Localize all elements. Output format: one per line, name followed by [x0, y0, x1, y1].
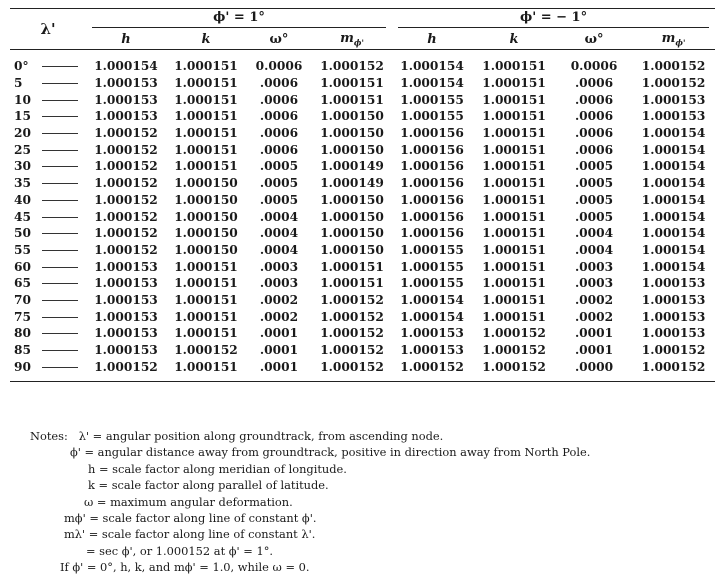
value-cell: .0005	[574, 209, 614, 224]
value-cell: .0006	[574, 126, 614, 141]
lambda-cell	[10, 91, 86, 108]
value-cell: 1.000152	[174, 343, 238, 358]
lambda-cell	[10, 275, 86, 292]
group-header-negative	[392, 9, 715, 30]
value-cell: 1.000155	[400, 109, 464, 124]
table-row	[10, 50, 715, 75]
sub-header-7	[632, 29, 715, 50]
value-cell: 1.000152	[94, 126, 158, 141]
table-row	[10, 91, 715, 108]
table-row	[10, 225, 715, 242]
value-cell: 1.000150	[174, 242, 238, 257]
value-cell: 1.000152	[94, 242, 158, 257]
value-cell: 1.000151	[482, 109, 546, 124]
value-cell: .0001	[574, 326, 614, 341]
value-cell: 1.000151	[174, 142, 238, 157]
value-cell: 1.000153	[94, 76, 158, 91]
group-header-negative-label: ϕ' = − 1°	[398, 10, 708, 28]
lambda-cell	[10, 158, 86, 175]
note-line-1	[30, 444, 710, 460]
value-cell: 1.000151	[482, 142, 546, 157]
value-cell: 1.000152	[94, 176, 158, 191]
group-header-positive	[86, 9, 392, 30]
value-cell: .0004	[259, 226, 299, 241]
scale-factor-table	[10, 8, 715, 382]
note-text: mλ' = scale factor along line of constant λ'.	[64, 527, 316, 542]
value-cell: 1.000151	[482, 209, 546, 224]
lambda-cell	[10, 325, 86, 342]
value-cell: 1.000153	[94, 276, 158, 291]
leader-dash	[42, 350, 78, 351]
leader-dash	[42, 233, 78, 234]
sub-header-3	[312, 29, 392, 50]
value-cell: 1.000153	[94, 92, 158, 107]
note-line-6	[30, 526, 710, 542]
lambda-value: 70	[14, 292, 31, 307]
value-cell: 1.000156	[400, 192, 464, 207]
value-cell: 1.000151	[174, 76, 238, 91]
lambda-value: 0°	[14, 59, 29, 74]
leader-dash	[42, 116, 78, 117]
note-line-3	[30, 477, 710, 493]
table-row	[10, 158, 715, 175]
value-cell: .0006	[259, 92, 299, 107]
projection-table-container	[10, 8, 715, 382]
sub-header-subscript: ϕ'	[675, 37, 686, 48]
note-text: ϕ' = angular distance away from groundtrack, positive in direction away from North Pole.	[70, 445, 591, 460]
lambda-value: 75	[14, 309, 31, 324]
value-cell: 1.000151	[174, 92, 238, 107]
value-cell: 1.000152	[641, 359, 706, 374]
table-row	[10, 275, 715, 292]
value-cell: 1.000154	[641, 209, 706, 224]
lambda-column-header: λ'	[10, 9, 86, 50]
value-cell: 1.000151	[174, 59, 238, 74]
lambda-value: 35	[14, 176, 31, 191]
value-cell: 1.000152	[94, 159, 158, 174]
lambda-cell	[10, 342, 86, 359]
value-cell: 1.000152	[94, 359, 158, 374]
value-cell: .0002	[574, 292, 614, 307]
value-cell: 1.000151	[174, 359, 238, 374]
value-cell: 1.000151	[320, 76, 384, 91]
value-cell: .0002	[259, 292, 299, 307]
table-row	[10, 108, 715, 125]
value-cell: 1.000153	[641, 309, 706, 324]
value-cell: 1.000153	[94, 309, 158, 324]
value-cell: 1.000152	[320, 292, 384, 307]
table-row	[10, 325, 715, 342]
value-cell: 1.000151	[482, 276, 546, 291]
lambda-cell	[10, 108, 86, 125]
value-cell: 1.000152	[482, 359, 546, 374]
lambda-value: 80	[14, 326, 31, 341]
value-cell: 1.000151	[482, 176, 546, 191]
lambda-value: 65	[14, 276, 31, 291]
value-cell: 1.000156	[400, 126, 464, 141]
value-cell: 1.000150	[320, 226, 384, 241]
value-cell: 1.000154	[641, 259, 706, 274]
value-cell: 1.000151	[482, 226, 546, 241]
sub-header-label: ω°	[584, 31, 604, 47]
value-cell: 1.000150	[174, 226, 238, 241]
value-cell: 1.000154	[400, 76, 464, 91]
value-cell: .0004	[574, 226, 614, 241]
value-cell: 1.000154	[641, 176, 706, 191]
table-row	[10, 292, 715, 309]
value-cell: 1.000153	[641, 326, 706, 341]
value-cell: 1.000150	[320, 109, 384, 124]
note-line-4	[30, 494, 710, 510]
lambda-value: 30	[14, 159, 31, 174]
value-cell: 1.000151	[174, 159, 238, 174]
value-cell: 1.000151	[320, 259, 384, 274]
leader-dash	[42, 267, 78, 268]
sub-header-4	[392, 29, 472, 50]
value-cell: .0005	[574, 192, 614, 207]
value-cell: 1.000155	[400, 92, 464, 107]
lambda-cell	[10, 258, 86, 275]
value-cell: .0002	[259, 309, 299, 324]
lambda-cell	[10, 292, 86, 309]
value-cell: 1.000151	[482, 192, 546, 207]
sub-header-label: m	[340, 30, 354, 46]
value-cell: 1.000152	[641, 59, 706, 74]
value-cell: .0002	[574, 309, 614, 324]
note-line-2	[30, 461, 710, 477]
value-cell: .0005	[574, 159, 614, 174]
value-cell: .0003	[259, 276, 299, 291]
value-cell: 1.000156	[400, 176, 464, 191]
lambda-value: 15	[14, 109, 31, 124]
lambda-cell	[10, 225, 86, 242]
value-cell: 1.000153	[641, 109, 706, 124]
value-cell: 1.000153	[641, 276, 706, 291]
value-cell: .0001	[259, 343, 299, 358]
lambda-value: 40	[14, 192, 31, 207]
table-row	[10, 342, 715, 359]
lambda-value: 20	[14, 126, 31, 141]
value-cell: .0003	[259, 259, 299, 274]
value-cell: 1.000156	[400, 209, 464, 224]
sub-header-label: k	[509, 31, 519, 47]
value-cell: 1.000151	[320, 92, 384, 107]
value-cell: 1.000154	[641, 242, 706, 257]
value-cell: 1.000150	[320, 192, 384, 207]
value-cell: 1.000152	[641, 76, 706, 91]
value-cell: .0006	[259, 142, 299, 157]
table-row	[10, 75, 715, 92]
value-cell: 1.000154	[400, 59, 464, 74]
value-cell: 1.000151	[482, 309, 546, 324]
notes-section	[30, 428, 710, 576]
table-row	[10, 175, 715, 192]
leader-dash	[42, 166, 78, 167]
value-cell: 1.000152	[320, 326, 384, 341]
lambda-cell	[10, 141, 86, 158]
value-cell: 1.000153	[94, 109, 158, 124]
leader-dash	[42, 183, 78, 184]
value-cell: .0004	[259, 242, 299, 257]
value-cell: .0006	[574, 109, 614, 124]
value-cell: 0.0006	[255, 59, 303, 74]
note-line-8	[30, 559, 710, 575]
note-text: λ' = angular position along groundtrack, from ascending node.	[78, 429, 444, 443]
value-cell: 1.000152	[94, 226, 158, 241]
value-cell: 1.000151	[174, 309, 238, 324]
value-cell: 1.000150	[320, 209, 384, 224]
value-cell: 1.000153	[641, 92, 706, 107]
lambda-value: 45	[14, 209, 31, 224]
table-row	[10, 242, 715, 259]
leader-dash	[42, 66, 78, 67]
value-cell: 1.000150	[174, 209, 238, 224]
leader-dash	[42, 317, 78, 318]
value-cell: .0005	[259, 176, 299, 191]
value-cell: 1.000155	[400, 259, 464, 274]
value-cell: 1.000154	[641, 142, 706, 157]
note-line-0	[30, 428, 710, 444]
value-cell: 1.000151	[482, 126, 546, 141]
sub-header-2	[246, 29, 312, 50]
note-text: If ϕ' = 0°, h, k, and mϕ' = 1.0, while ω = 0.	[60, 560, 310, 575]
value-cell: 1.000155	[400, 242, 464, 257]
group-header-positive-label: ϕ' = 1°	[92, 10, 386, 28]
table-body	[10, 50, 715, 382]
leader-dash	[42, 100, 78, 101]
value-cell: 1.000151	[174, 126, 238, 141]
value-cell: .0006	[259, 126, 299, 141]
value-cell: 1.000150	[320, 142, 384, 157]
value-cell: 1.000155	[400, 276, 464, 291]
value-cell: 1.000154	[641, 226, 706, 241]
value-cell: 1.000156	[400, 226, 464, 241]
leader-dash	[42, 283, 78, 284]
value-cell: 1.000151	[482, 159, 546, 174]
value-cell: 1.000151	[482, 292, 546, 307]
leader-dash	[42, 217, 78, 218]
leader-dash	[42, 250, 78, 251]
lambda-value: 10	[14, 92, 31, 107]
lambda-value: 60	[14, 259, 31, 274]
sub-header-1	[166, 29, 246, 50]
lambda-value: 25	[14, 142, 31, 157]
note-text: h = scale factor along meridian of longitude.	[88, 461, 347, 476]
value-cell: 1.000154	[641, 159, 706, 174]
sub-header-label: k	[201, 31, 211, 47]
value-cell: 1.000152	[94, 209, 158, 224]
sub-header-label: m	[661, 30, 676, 46]
value-cell: .0006	[259, 109, 299, 124]
lambda-value: 85	[14, 343, 31, 358]
value-cell: 1.000149	[320, 176, 384, 191]
value-cell: 1.000152	[400, 359, 464, 374]
sub-header-label: h	[427, 31, 437, 47]
value-cell: 1.000153	[641, 292, 706, 307]
value-cell: 1.000153	[94, 326, 158, 341]
table-row	[10, 192, 715, 209]
value-cell: 1.000152	[482, 343, 546, 358]
sub-header-subscript: ϕ'	[353, 37, 364, 48]
note-text: mϕ' = scale factor along line of constant ϕ'.	[64, 511, 317, 526]
value-cell: 1.000152	[94, 142, 158, 157]
value-cell: 1.000152	[482, 326, 546, 341]
value-cell: .0006	[259, 76, 299, 91]
value-cell: 1.000151	[320, 276, 384, 291]
sub-header-row	[10, 29, 715, 50]
value-cell: 1.000154	[641, 126, 706, 141]
note-line-5	[30, 510, 710, 526]
note-text: k = scale factor along parallel of latitude.	[88, 478, 329, 493]
value-cell: 1.000149	[320, 159, 384, 174]
lambda-cell	[10, 175, 86, 192]
value-cell: 1.000153	[400, 343, 464, 358]
lambda-cell	[10, 50, 86, 75]
value-cell: 1.000156	[400, 142, 464, 157]
leader-dash	[42, 150, 78, 151]
table-row	[10, 125, 715, 142]
lambda-cell	[10, 358, 86, 381]
lambda-cell	[10, 192, 86, 209]
value-cell: 1.000152	[641, 343, 706, 358]
table-row	[10, 358, 715, 381]
sub-header-5	[472, 29, 556, 50]
note-text: ω = maximum angular deformation.	[84, 494, 293, 509]
value-cell: 1.000152	[320, 343, 384, 358]
lambda-cell	[10, 208, 86, 225]
value-cell: 1.000151	[482, 259, 546, 274]
value-cell: 1.000154	[400, 309, 464, 324]
value-cell: .0001	[259, 326, 299, 341]
leader-dash	[42, 133, 78, 134]
value-cell: .0005	[259, 159, 299, 174]
leader-dash	[42, 83, 78, 84]
value-cell: 1.000151	[482, 242, 546, 257]
note-text: = sec ϕ', or 1.000152 at ϕ' = 1°.	[86, 543, 274, 558]
table-row	[10, 141, 715, 158]
value-cell: 1.000150	[174, 176, 238, 191]
lambda-cell	[10, 308, 86, 325]
value-cell: 1.000153	[94, 292, 158, 307]
lambda-value: 50	[14, 226, 31, 241]
lambda-cell	[10, 75, 86, 92]
value-cell: .0003	[574, 259, 614, 274]
value-cell: .0006	[574, 92, 614, 107]
value-cell: 1.000153	[400, 326, 464, 341]
value-cell: 1.000154	[641, 192, 706, 207]
value-cell: .0005	[574, 176, 614, 191]
value-cell: 1.000150	[320, 242, 384, 257]
value-cell: .0004	[574, 242, 614, 257]
table-row	[10, 258, 715, 275]
table-row	[10, 308, 715, 325]
table-row	[10, 208, 715, 225]
value-cell: 1.000154	[400, 292, 464, 307]
value-cell: 1.000151	[482, 92, 546, 107]
lambda-value: 90	[14, 359, 31, 374]
value-cell: 1.000153	[94, 259, 158, 274]
value-cell: .0006	[574, 142, 614, 157]
value-cell: 1.000153	[94, 343, 158, 358]
notes-heading: Notes:	[30, 429, 68, 443]
leader-dash	[42, 333, 78, 334]
sub-header-label: ω°	[269, 31, 289, 47]
sub-header-0	[86, 29, 166, 50]
value-cell: 1.000151	[482, 76, 546, 91]
leader-dash	[42, 367, 78, 368]
value-cell: 1.000152	[94, 192, 158, 207]
table-header	[10, 9, 715, 50]
value-cell: .0004	[259, 209, 299, 224]
value-cell: 1.000152	[320, 359, 384, 374]
note-line-7	[30, 543, 710, 559]
lambda-cell	[10, 242, 86, 259]
value-cell: 1.000151	[174, 109, 238, 124]
value-cell: .0001	[259, 359, 299, 374]
lambda-cell	[10, 125, 86, 142]
value-cell: .0006	[574, 76, 614, 91]
value-cell: .0003	[574, 276, 614, 291]
value-cell: 1.000151	[174, 292, 238, 307]
leader-dash	[42, 200, 78, 201]
lambda-value: 55	[14, 242, 31, 257]
lambda-value: 5	[14, 76, 23, 91]
value-cell: 1.000151	[174, 276, 238, 291]
leader-dash	[42, 300, 78, 301]
value-cell: 1.000152	[320, 59, 384, 74]
value-cell: 1.000152	[320, 309, 384, 324]
value-cell: 1.000156	[400, 159, 464, 174]
value-cell: 1.000150	[174, 192, 238, 207]
value-cell: .0001	[574, 343, 614, 358]
value-cell: 0.0006	[570, 59, 618, 74]
sub-header-label: h	[121, 31, 131, 47]
value-cell: 1.000151	[482, 59, 546, 74]
value-cell: 1.000154	[94, 59, 158, 74]
value-cell: 1.000151	[174, 259, 238, 274]
value-cell: .0005	[259, 192, 299, 207]
value-cell: 1.000150	[320, 126, 384, 141]
value-cell: 1.000151	[174, 326, 238, 341]
sub-header-6	[556, 29, 632, 50]
value-cell: .0000	[574, 359, 614, 374]
